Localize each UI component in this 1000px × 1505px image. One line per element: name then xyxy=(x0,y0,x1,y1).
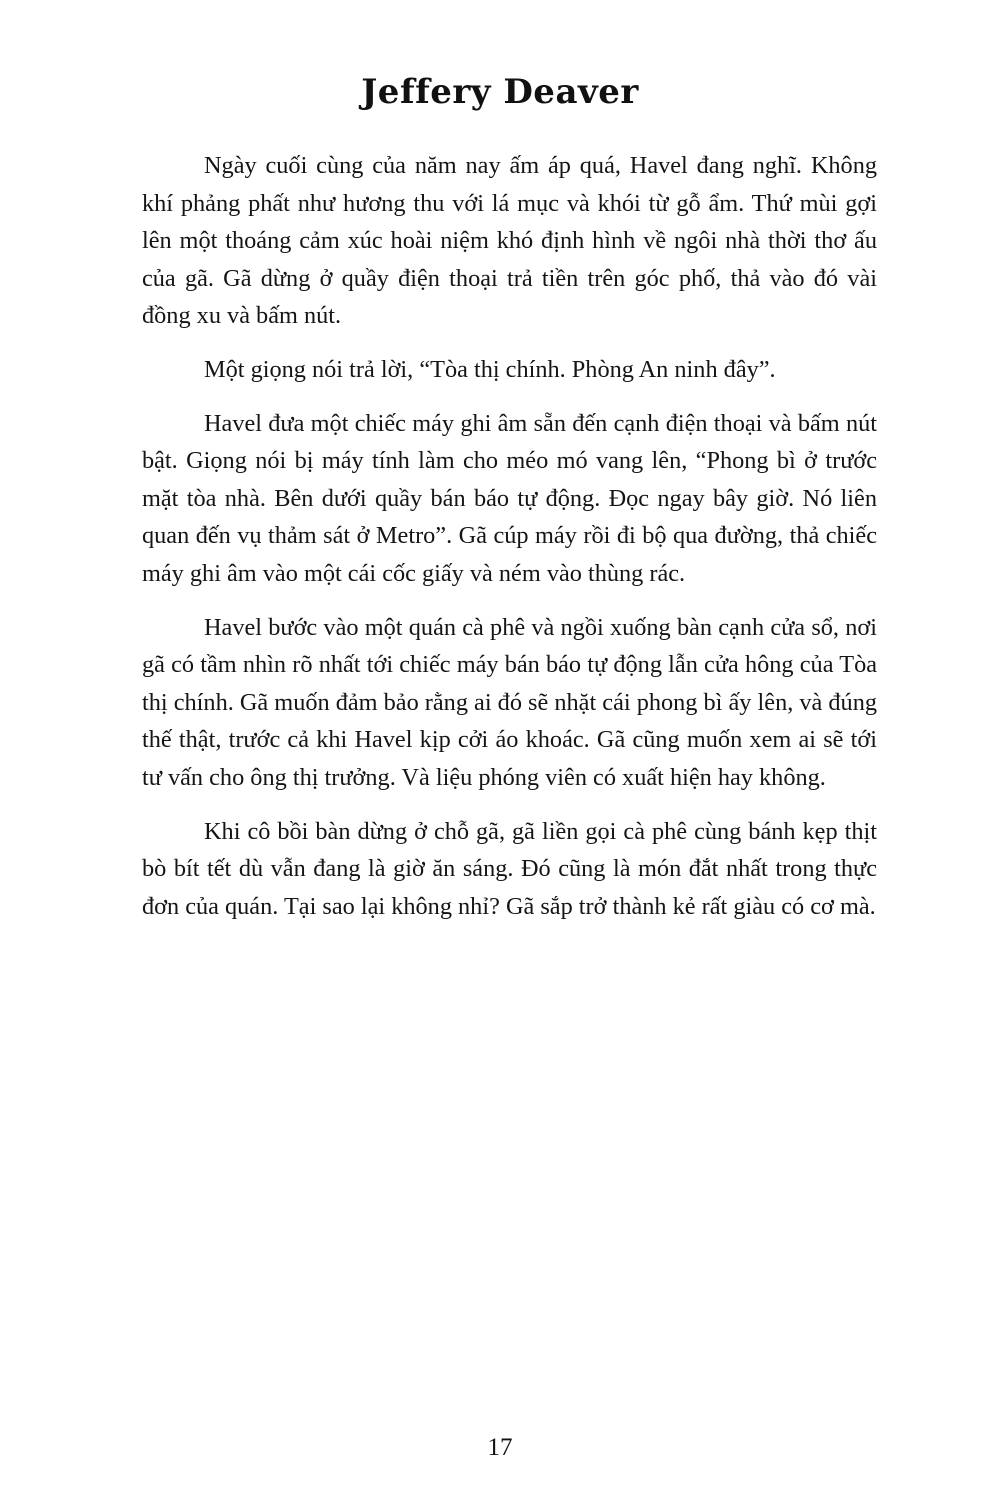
running-header-author: Jeffery Deaver xyxy=(361,72,639,112)
paragraph: Havel bước vào một quán cà phê và ngồi xuống bàn cạnh cửa sổ, nơi gã có tầm nhìn rõ nhất tới chiếc máy bán báo tự động lẫn cửa hông của Tòa thị chính. Gã muốn đảm bảo rằng ai đó sẽ nhặt cái phong bì ấy lên, và đúng thế thật, trước cả khi Havel kịp cởi áo khoác. Gã cũng muốn xem ai sẽ tới tư vấn cho ông thị trưởng. Và liệu phóng viên có xuất hiện hay không. xyxy=(142,613,877,791)
page-number: 17 xyxy=(487,1434,513,1461)
paragraph: Ngày cuối cùng của năm nay ấm áp quá, Havel đang nghĩ. Không khí phảng phất như hương thu với lá mục và khói từ gỗ ẩm. Thứ mùi gợi lên một thoáng cảm xúc hoài niệm khó định hình về ngôi nhà thời thơ ấu của gã. Gã dừng ở quầy điện thoại trả tiền trên góc phố, thả vào đó vài đồng xu và bấm nút. xyxy=(142,152,877,330)
paragraph: Khi cô bồi bàn dừng ở chỗ gã, gã liền gọi cà phê cùng bánh kẹp thịt bò bít tết dù vẫn đang là giờ ăn sáng. Đó cũng là món đắt nhất trong thực đơn của quán. Tại sao lại không nhỉ? Gã sắp trở thành kẻ rất giàu có cơ mà. xyxy=(142,817,877,920)
body-text xyxy=(142,147,877,941)
paragraph: Havel đưa một chiếc máy ghi âm sẵn đến cạnh điện thoại và bấm nút bật. Giọng nói bị máy tính làm cho méo mó vang lên, “Phong bì ở trước mặt tòa nhà. Bên dưới quầy bán báo tự động. Đọc ngay bây giờ. Nó liên quan đến vụ thảm sát ở Metro”. Gã cúp máy rồi đi bộ qua đường, thả chiếc máy ghi âm vào một cái cốc giấy và ném vào thùng rác. xyxy=(142,409,877,587)
paragraph: Một giọng nói trả lời, “Tòa thị chính. Phòng An ninh đây”. xyxy=(204,355,776,383)
